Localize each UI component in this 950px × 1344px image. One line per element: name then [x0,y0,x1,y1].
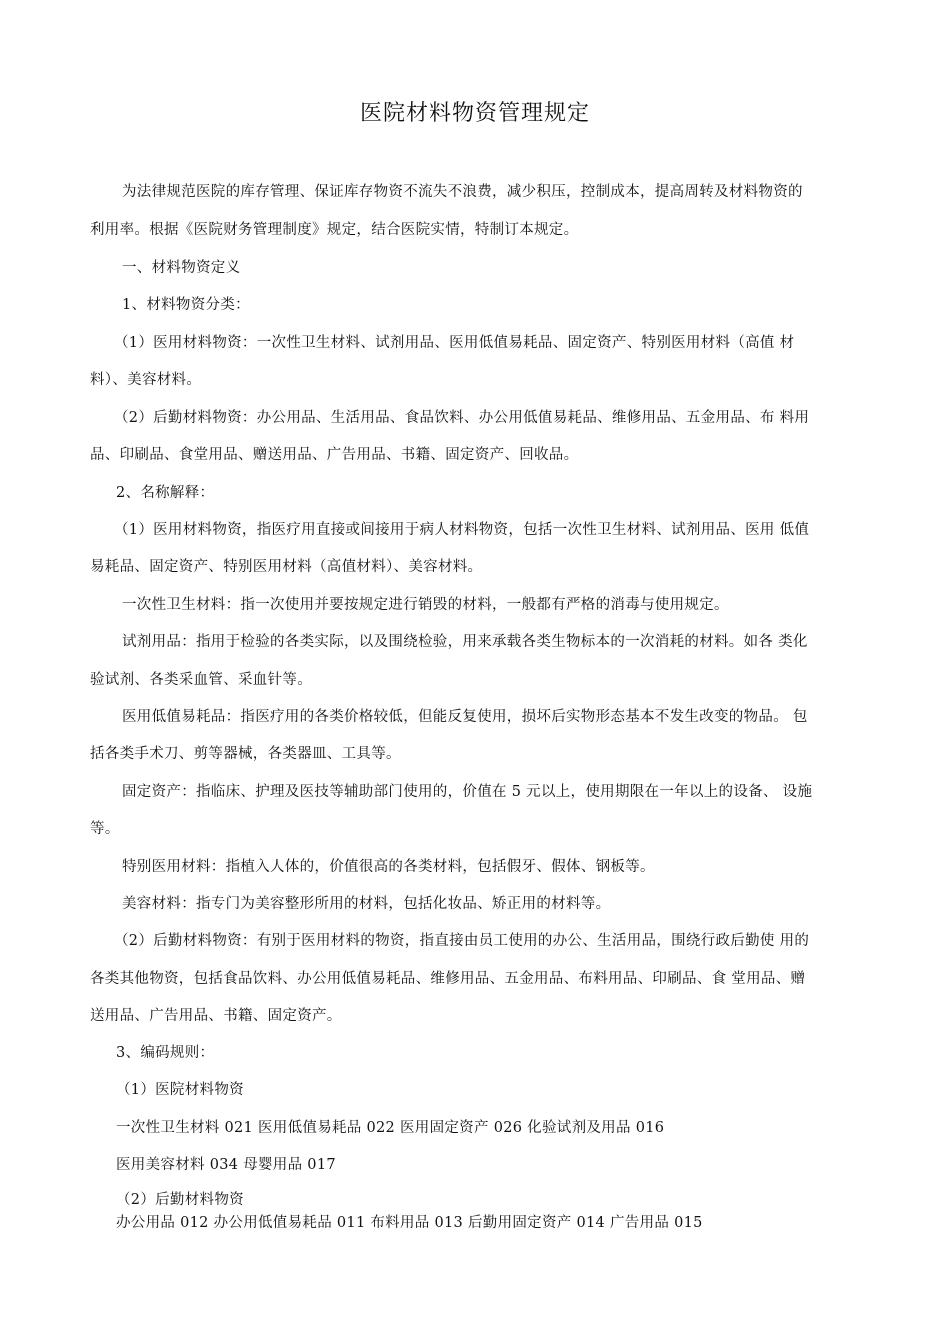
page-title: 医院材料物资管理规定 [359,101,590,126]
text-line: 一次性卫生材料 021 医用低值易耗品 022 医用固定资产 026 化验试剂及用品 016 [116,1120,665,1136]
text-line: （2）后勤材料物资：办公用品、生活用品、食品饮料、办公用低值易耗品、维修用品、五金用品、布 料用 [114,410,810,426]
text-line: 一次性卫生材料：指一次使用并要按规定进行销毁的材料，一般都有严格的消毒与使用规定。 [122,597,729,613]
text-line: 利用率。根据《医院财务管理制度》规定，结合医院实情，特制订本规定。 [90,222,579,238]
text-line: （2）后勤材料物资：有别于医用材料的物资，指直接由员工使用的办公、生活用品，围绕行政后勤使 用的 [114,933,810,949]
text-line: 验试剂、各类采血管、采血针等。 [90,672,312,688]
text-line: 为法律规范医院的库存管理、保证库存物资不流失不浪费，减少积压，控制成本，提高周转及材料物资的 [122,184,803,200]
text-line: 办公用品 012 办公用低值易耗品 011 布料用品 013 后勤用固定资产 014 广告用品 015 [116,1215,703,1231]
text-line: 括各类手术刀、剪等器械，各类器皿、工具等。 [90,746,401,762]
text-line: 送用品、广告用品、书籍、固定资产。 [90,1008,342,1024]
text-line: （2）后勤材料物资 [116,1192,244,1208]
text-line: （1）医院材料物资 [116,1082,244,1098]
text-line: 料）、美容材料。 [90,372,202,388]
text-line: 品、印刷品、食堂用品、赠送用品、广告用品、书籍、固定资产、回收品。 [90,447,579,463]
text-line: 固定资产：指临床、护理及医技等辅助部门使用的，价值在 5 元以上，使用期限在一年以上的设备、 设施 [122,784,813,800]
text-line: 医用美容材料 034 母婴用品 017 [116,1157,336,1173]
text-line: 等。 [90,821,120,837]
text-line: 试剂用品：指用于检验的各类实际，以及围绕检验，用来承载各类生物标本的一次消耗的材料。如各 类化 [122,634,808,650]
subsection-heading: 2、名称解释： [116,485,215,501]
text-line: 易耗品、固定资产、特别医用材料（高值材料）、美容材料。 [90,559,483,575]
subsection-heading: 1、材料物资分类： [122,297,250,313]
text-line: 特别医用材料：指植入人体的，价值很高的各类材料，包括假牙、假体、钢板等。 [122,859,655,875]
text-line: 医用低值易耗品：指医疗用的各类价格较低，但能反复使用，损坏后实物形态基本不发生改变的物品。 包 [122,709,808,725]
text-line: 各类其他物资，包括食品饮料、办公用低值易耗品、维修用品、五金用品、布料用品、印刷品、食 堂用品、赠 [90,971,806,987]
subsection-heading: 3、编码规则： [116,1045,215,1061]
text-line: （1）医用材料物资：一次性卫生材料、试剂用品、医用低值易耗品、固定资产、特别医用材料（高值 材 [114,335,795,351]
text-line: 美容材料：指专门为美容整形所用的材料，包括化妆品、矫正用的材料等。 [122,896,611,912]
section-heading: 一、材料物资定义 [122,260,241,276]
text-line: （1）医用材料物资，指医疗用直接或间接用于病人材料物资，包括一次性卫生材料、试剂用品、医用 低值 [114,522,810,538]
